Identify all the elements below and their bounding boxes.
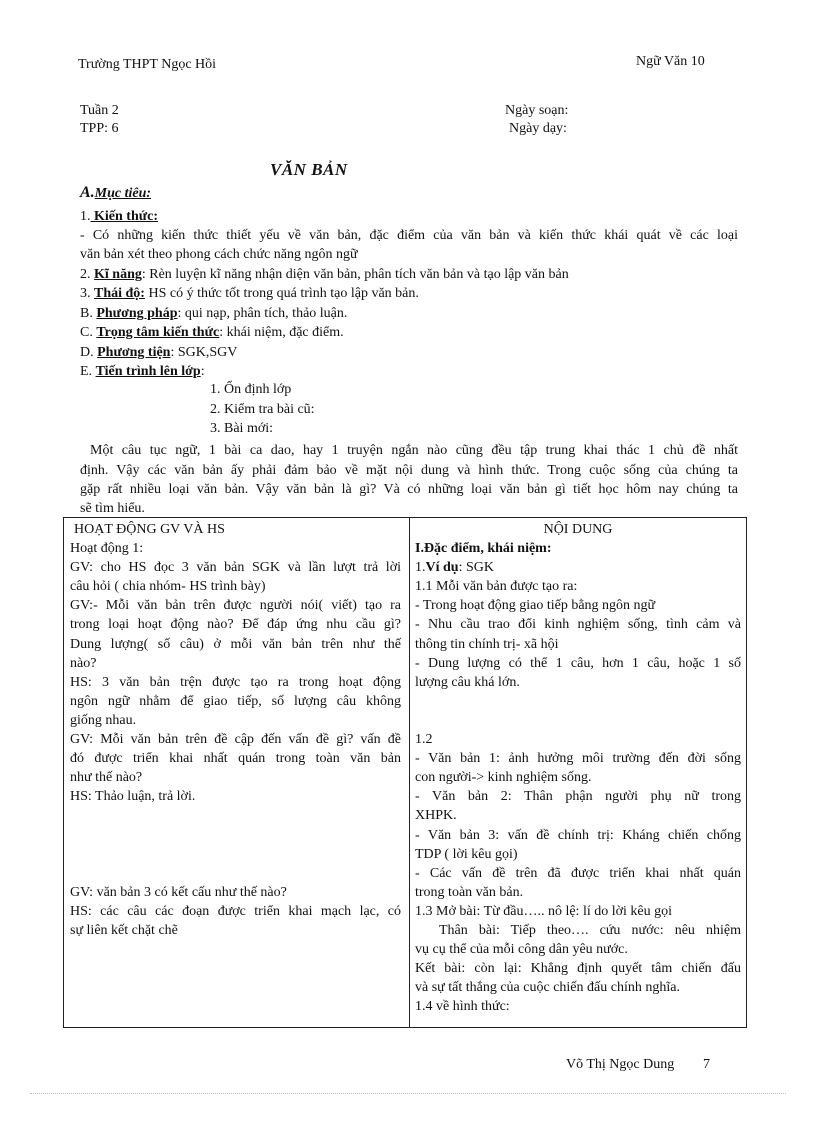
left-row: nào?	[70, 655, 97, 671]
intro-line-4: sẽ tìm hiểu.	[80, 501, 145, 516]
right-section-title: I.Đặc điểm, khái niệm:	[415, 541, 552, 557]
right-example-num: 1.	[415, 560, 426, 576]
left-row	[70, 806, 401, 825]
activities-column	[70, 520, 401, 940]
left-row: giống nhau.	[70, 712, 137, 728]
right-row: 1.2	[415, 732, 433, 748]
skill-text: : Rèn luyện kĩ năng nhận diện văn bản, phân tích văn bản và tạo lập văn bản	[141, 267, 569, 282]
skill-label: Kĩ năng	[94, 267, 142, 282]
focus-text: : khái niệm, đặc điểm.	[219, 325, 344, 340]
week-label: Tuần 2	[80, 103, 119, 118]
method-text: : qui nạp, phân tích, thảo luận.	[177, 306, 348, 321]
right-row: - Nhu cầu trao đổi kinh nghiệm sống, tình cảm và	[415, 617, 741, 633]
knowledge-text-2: văn bản xét theo phong cách chức năng ngôn ngữ	[80, 247, 358, 262]
lesson-table	[63, 517, 747, 1028]
left-row	[70, 826, 401, 845]
right-row: và sự tất thắng của cuộc chiến đấu chính nghĩa.	[415, 980, 680, 996]
teach-date-label: Ngày dạy:	[509, 121, 567, 136]
right-row: - Văn bản 1: ảnh hưởng môi trường đến đời sống	[415, 751, 741, 767]
focus-label: Trọng tâm kiến thức	[96, 325, 220, 340]
left-row: đó được triển khai nhất quán trong toàn văn bản	[70, 751, 401, 767]
left-row: ngôn ngữ nhằm để giao tiếp, số lượng câu không	[70, 693, 401, 709]
process-label: Tiến trình lên lớp	[95, 364, 201, 379]
left-row: Dung lượng( số câu) ở mỗi văn bản trên như thế	[70, 636, 401, 652]
intro-line-2: định. Vậy các văn bản ấy phải đảm bảo về mặt nội dung và hình thức. Trong cuộc sống của chúng ta	[80, 463, 738, 478]
knowledge-num: 1.	[80, 209, 91, 224]
process-step-1: 1. Ổn định lớp	[210, 382, 292, 397]
intro-line-1: Một câu tục ngữ, 1 bài ca dao, hay 1 truyện ngắn nào cũng đều tập trung khai thác 1 chủ đề nhất	[90, 443, 738, 458]
attitude-line	[80, 284, 419, 303]
right-row: - Văn bản 2: Thân phận người phụ nữ trong	[415, 789, 741, 805]
left-row: câu hỏi ( chia nhóm- HS trình bày)	[70, 579, 266, 595]
school-name: Trường THPT Ngọc Hồi	[78, 57, 217, 72]
attitude-label: Thái độ:	[94, 286, 145, 301]
right-row: TDP ( lời kêu gọi)	[415, 846, 518, 862]
page-title: VĂN BẢN	[270, 160, 348, 179]
knowledge-label: Kiến thức:	[90, 209, 159, 224]
attitude-text: HS có ý thức tốt trong quá trình tạo lập văn bản.	[144, 286, 419, 301]
process-step-3: 3. Bài mới:	[210, 421, 274, 436]
right-example-line	[415, 558, 741, 577]
left-row: GV: cho HS đọc 3 văn bản SGK và lần lượt trả lời	[70, 560, 401, 576]
left-row: GV: Mỗi văn bản trên đề cập đến vấn đề gì? vấn đề	[70, 732, 401, 748]
left-row: trong loại hoạt động nào? Để đáp ứng nhu cầu gì?	[70, 617, 401, 633]
right-row: XHPK.	[415, 808, 457, 824]
footer-page-number: 7	[703, 1057, 710, 1072]
method-label: Phương pháp	[96, 306, 178, 321]
process-prefix: E.	[80, 364, 96, 379]
left-row: GV: văn bản 3 có kết cấu như thế nào?	[70, 884, 287, 900]
right-example-label: Ví dụ	[425, 560, 459, 576]
focus-line	[80, 323, 344, 342]
right-header: NỘI DUNG	[543, 522, 613, 537]
left-row: HS: 3 văn bản trện được tạo ra trong hoạt động	[70, 674, 401, 690]
focus-prefix: C.	[80, 325, 97, 340]
right-row: 1.4 về hình thức:	[415, 999, 510, 1015]
process-text: :	[200, 364, 205, 379]
footer-divider	[30, 1093, 786, 1094]
prep-date-label: Ngày soạn:	[505, 103, 569, 118]
section-a-letter: A.	[80, 184, 95, 201]
right-row: - Dung lượng có thể 1 câu, hơn 1 câu, hoặc 1 số	[415, 655, 741, 671]
left-row: HS: Thảo luận, trả lời.	[70, 789, 196, 805]
right-row: lượng câu khá lớn.	[415, 674, 520, 690]
knowledge-text-1: - Có những kiến thức thiết yếu về văn bản, đặc điểm của văn bản và kiến thức khái quát về các loại	[80, 228, 738, 243]
left-row	[70, 864, 401, 883]
content-column	[415, 520, 741, 1016]
means-prefix: D.	[80, 345, 98, 360]
knowledge-heading	[80, 207, 158, 226]
tpp-label: TPP: 6	[80, 121, 119, 136]
right-row: Thân bài: Tiếp theo…. cứu nước: nêu nhiệm	[439, 922, 741, 938]
left-row: như thế nào?	[70, 770, 143, 786]
section-a-label: Mục tiêu:	[94, 186, 152, 201]
right-row: trong toàn văn bản.	[415, 884, 524, 900]
right-row: - Trong hoạt động giao tiếp bằng ngôn ngữ	[415, 598, 656, 614]
right-row: 1.3 Mở bài: Từ đầu….. nô lệ: lí do lời kêu gọi	[415, 903, 673, 919]
method-prefix: B.	[80, 306, 97, 321]
right-row	[415, 692, 741, 711]
right-row: vụ cụ thể của mỗi công dân yêu nước.	[415, 942, 628, 958]
right-row: - Văn bản 3: vấn đề chính trị: Kháng chiến chống	[415, 827, 741, 843]
left-row: HS: các câu các đoạn được triển khai mạch lạc, có	[70, 903, 401, 919]
process-line	[80, 362, 205, 381]
right-row	[415, 711, 741, 730]
means-line	[80, 343, 237, 362]
section-a-heading	[80, 184, 151, 202]
left-row	[70, 845, 401, 864]
right-row: 1.1 Mỗi văn bản được tạo ra:	[415, 579, 578, 595]
right-row: con người-> kinh nghiệm sống.	[415, 770, 592, 786]
method-line	[80, 304, 347, 323]
means-text: : SGK,SGV	[170, 345, 238, 360]
footer-author: Võ Thị Ngọc Dung	[566, 1057, 675, 1072]
left-header: HOẠT ĐỘNG GV VÀ HS	[74, 522, 225, 537]
right-row: - Các vấn đề trên đã được triển khai nhất quán	[415, 865, 741, 881]
column-divider	[409, 518, 410, 1027]
subject-name: Ngữ Văn 10	[636, 54, 705, 69]
attitude-num: 3.	[80, 286, 94, 301]
process-step-2: 2. Kiểm tra bài cũ:	[210, 402, 315, 417]
right-example-text: : SGK	[458, 560, 494, 576]
left-row: sự liên kết chặt chẽ	[70, 922, 178, 938]
left-row: Hoạt động 1:	[70, 541, 144, 557]
left-row: GV:- Mỗi văn bản trên được người nói( viết) tạo ra	[70, 598, 401, 614]
means-label: Phương tiện	[97, 345, 171, 360]
skill-num: 2.	[80, 267, 94, 282]
skill-line	[80, 265, 569, 284]
right-row: thông tin chính trị- xã hội	[415, 636, 559, 652]
right-row: Kết bài: còn lại: Khẳng định quyết tâm chiến đấu	[415, 961, 741, 977]
intro-line-3: gặp rất nhiều loại văn bản. Vậy văn bản là gì? Và có những loại văn bản gì tiết học hôm nay chúng ta	[80, 482, 738, 497]
